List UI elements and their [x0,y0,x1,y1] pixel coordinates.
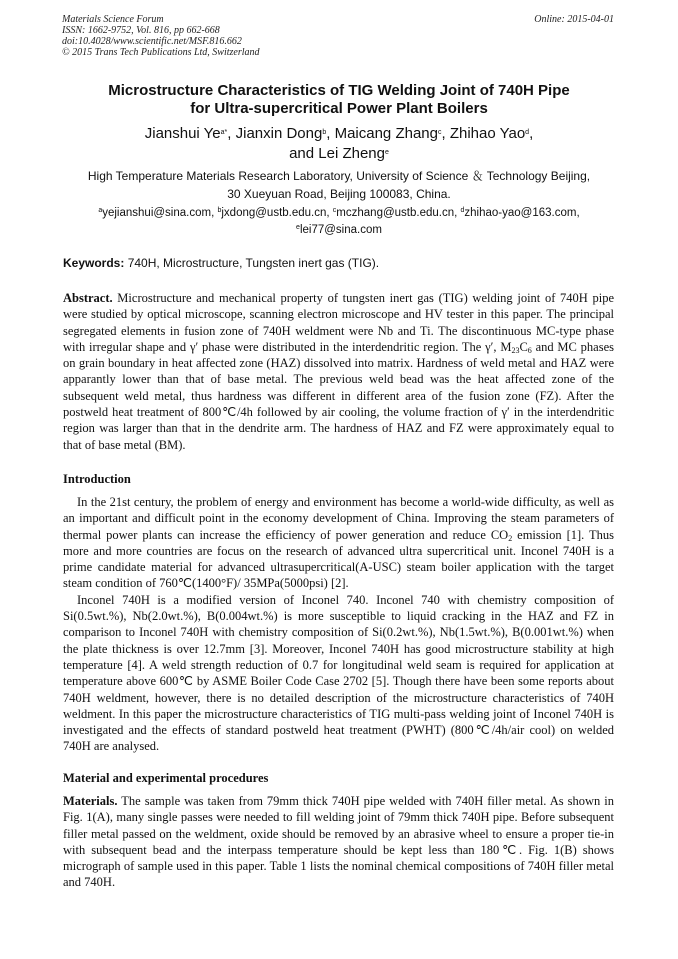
affiliation [60,167,618,203]
abstract-sub-2: 6 [527,345,532,355]
affiliation-line-2: 30 Xueyuan Road, Beijing 100083, China. [227,187,451,201]
journal-copyright: © 2015 Trans Tech Publications Ltd, Switzerland [62,47,260,58]
abstract-text-2: C [519,339,528,354]
journal-meta [62,14,260,58]
email-c-mark: c [332,207,337,214]
author-5: and Lei Zheng [289,145,385,162]
materials-label: Materials. [63,794,118,808]
email-b-mark: b [217,207,222,214]
journal-doi: doi:10.4028/www.scientific.net/MSF.816.662 [62,36,242,47]
email-d: zhihao-yao@163.com, [464,207,580,219]
email-list [60,205,618,239]
intro-p1-text-a: In the 21st century, the problem of energy and environment has become a world-wide difficulty, as well as an important and difficult point in the economy development of China. Improving the steam parameters of thermal power plants can increase the efficiency of power generation and reduce CO [63,495,614,542]
abstract-label: Abstract. [63,291,113,305]
journal-issn: ISSN: 1662-9752, Vol. 816, pp 662-668 [62,25,220,36]
author-3: Maicang Zhang [334,125,438,142]
author-1-mark: a* [220,129,228,136]
author-4-mark: d [525,129,530,136]
materials-heading: Material and experimental procedures [63,771,269,785]
paper-title [60,82,618,118]
author-1: Jianshui Ye [144,125,221,142]
journal-name: Materials Science Forum [62,14,164,25]
title-line-2: for Ultra-supercritical Power Plant Boilers [190,100,488,117]
email-d-mark: d [460,207,465,214]
author-4: Zhihao Yao [449,125,526,142]
email-e: lei77@sina.com [299,224,382,236]
email-b: jxdong@ustb.edu.cn, [221,207,330,219]
email-a: yejianshui@sina.com, [102,207,215,219]
author-5-mark: e [385,149,389,156]
materials-text: The sample was taken from 79mm thick 740H pipe welded with 740H filler metal. As shown in Fig. 1(A), many single passes were needed to fill welding joint of 79mm thick 740H pipe. Before subsequent filler metal passed on the weldment, oxide should be removed by an abrasive wheel to ensure a proper tie-in with subsequent bead and the interpass temperature should be kept less than 180℃. Fig. 1(B) shows micrograph of sample used in this paper. Table 1 lists the nominal chemical compositions of 740H filler metal and 740H. [63,794,614,890]
keywords [63,255,615,271]
introduction-heading: Introduction [63,472,131,486]
keywords-label: Keywords: [63,256,125,270]
author-2-mark: b [322,129,327,136]
abstract [63,290,614,453]
introduction-paragraph-1 [63,494,614,592]
keywords-text: 740H, Microstructure, Tungsten inert gas (TIG). [124,256,380,270]
author-3-mark: c [437,129,442,136]
author-2: Jianxin Dong [235,125,323,142]
author-list: Jianshui $Ye^{a*}$, Jianxin Dong$^b$, Maicang Zhang$^c$, Zhihao Yao$^d$, and Lei Zheng$^e$ [144,125,534,162]
email-e-mark: e [296,224,300,231]
affiliation-line-1: High Temperature Materials Research Laboratory, University of Science ＆ Technology Beijing, [87,169,591,183]
abstract-text-3: and MC phases on grain boundary in heat affected zone (HAZ) dissolved into matrix. Hardness of weld metal and HAZ were apparantly lower than that of base metal. The previous weld bead was the heat affected zone of the subsequent weld metal, thus hardness was different in different area of the fusion zone (FZ). After the postweld heat treatment of 800℃/4h followed by air cooling, the volume fraction of γ′ in the interdendritic region was larger than that in the dendrite arm. The hardness of HAZ and FZ were approximately equal to that of base metal (BM). [63,339,615,452]
materials-body [63,793,614,891]
abstract-sub-1: 23 [511,345,520,355]
email-c: mczhang@ustb.edu.cn, [336,207,458,219]
introduction-paragraph-2: Inconel 740H is a modified version of Inconel 740. Inconel 740 with chemistry composition of Si(0.5wt.%), Nb(2.0wt.%), B(0.004wt.%) is more susceptible to liquid cracking in the HAZ and FZ in comparison to Inconel 740H with chemistry composition of Si(0.2wt.%), Nb(1.5wt.%), B(0.001wt.%) when the plate thickness is over 12.7mm [3]. Moreover, Inconel 740H has good microstructure stability at high temperature [4]. A weld strength reduction of 0.7 for longitudinal weld seam is required for application at temperature above 600℃ by ASME Boiler Code Case 2702 [5]. Though there have been some reports about 740H weldment, however, there is no detailed description of the microstructure characteristics of 740H weldment. In this paper the microstructure characteristics of TIG multi-pass welding joint of Inconel 740H is investigated and the effects of standard postweld heat treatment (PWHT) (800℃/4h/air cool) on welded 740H are analysed. [63,592,614,754]
intro-p1-text-b: emission [1]. Thus more and more countries are focus on the research of advanced ultra supercritical unit. Inconel 740H is a prime candidate material for advanced ultrasupercritical(A-USC) steam boiler application with the target steam condition of 760℃(1400°F)/ 35MPa(5000psi) [2]. [63,527,614,591]
intro-p1-sub: 2 [508,533,513,543]
title-line-1: Microstructure Characteristics of TIG Welding Joint of 740H Pipe [108,82,570,99]
abstract-text-1: Microstructure and mechanical property of tungsten inert gas (TIG) welding joint of 740H pipe were studied by optical microscope, scanning electron microscope and HV tester in this paper. The principal segregated elements in fusion zone of 740H weldment were Nb and Ti. The discontinuous MC-type phase with irregular shape and γ′ phase were distributed in the interdendritic region. The γ′, M [63,291,614,354]
online-date: Online: 2015-04-01 [534,14,614,25]
email-a-mark: a [98,207,103,214]
introduction-body [63,494,614,755]
